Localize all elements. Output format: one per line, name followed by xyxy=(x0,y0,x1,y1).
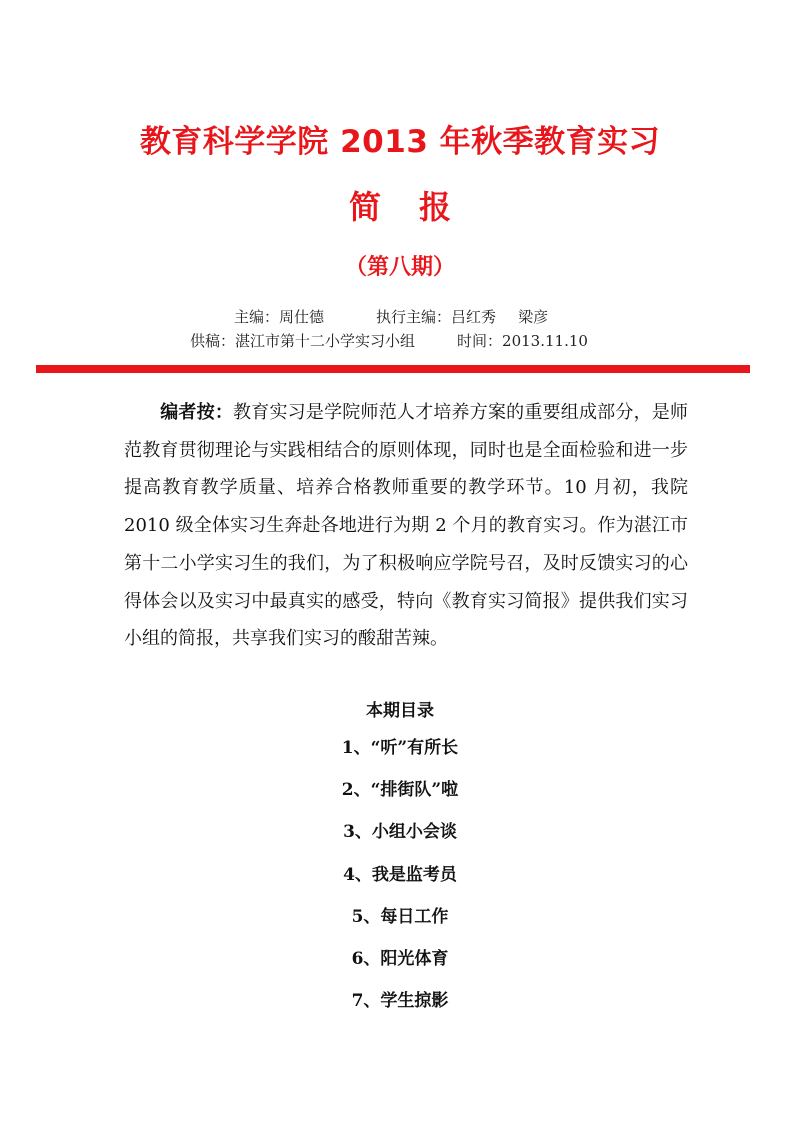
editor-note-paragraph xyxy=(124,394,688,658)
toc-item: 5、每日工作 xyxy=(351,906,449,927)
exec-editor-label: 执行主编： xyxy=(376,308,452,326)
publish-date: 2013.11.10 xyxy=(502,332,588,350)
newsletter-title: 教育科学学院 2013 年秋季教育实习 xyxy=(139,124,661,160)
editors-line xyxy=(234,306,548,327)
time-label: 时间： xyxy=(457,332,503,350)
editor-note-text: 教育实习是学院师范人才培养方案的重要组成部分，是师范教育贯彻理论与实践相结合的原则体现，同时也是全面检验和进一步提高教育教学质量、培养合格教师重要的教学环节。10 月初，我院 2010 级全体实习生奔赴各地进行为期 2 个月的教育实习。作为湛江市第十二小学实习生的我们，为了积极响应学院号召，及时反馈实习的心得体会以及实习中最真实的感受，特向《教育实习简报》提供我们实习小组的简报，共享我们实习的酸甜苦辣。 xyxy=(124,402,689,650)
toc-list xyxy=(0,736,800,1031)
toc-title: 本期目录 xyxy=(366,701,434,721)
header-divider xyxy=(36,365,750,373)
toc-item: 4、我是监考员 xyxy=(343,864,457,885)
toc-item: 3、小组小会谈 xyxy=(343,822,457,843)
contributor-name: 湛江市第十二小学实习小组 xyxy=(235,332,416,350)
toc-item: 1、“听”有所长 xyxy=(341,738,459,758)
issue-number: （第八期） xyxy=(344,255,455,280)
contributor-label: 供稿： xyxy=(190,332,236,350)
chief-editor-name: 周仕德 xyxy=(279,308,325,326)
editor-note-label: 编者按： xyxy=(160,402,234,423)
toc-item: 7、学生掠影 xyxy=(351,991,449,1012)
toc-item: 2、“排街队”啦 xyxy=(341,780,459,801)
contributor-line xyxy=(190,330,588,351)
chief-editor-label: 主编： xyxy=(234,308,280,326)
exec-editor-name-2: 梁彦 xyxy=(518,308,549,326)
toc-item: 6、阳光体育 xyxy=(351,948,449,969)
exec-editor-name-1: 吕红秀 xyxy=(451,308,497,326)
newsletter-subtitle: 简报 xyxy=(348,188,489,226)
